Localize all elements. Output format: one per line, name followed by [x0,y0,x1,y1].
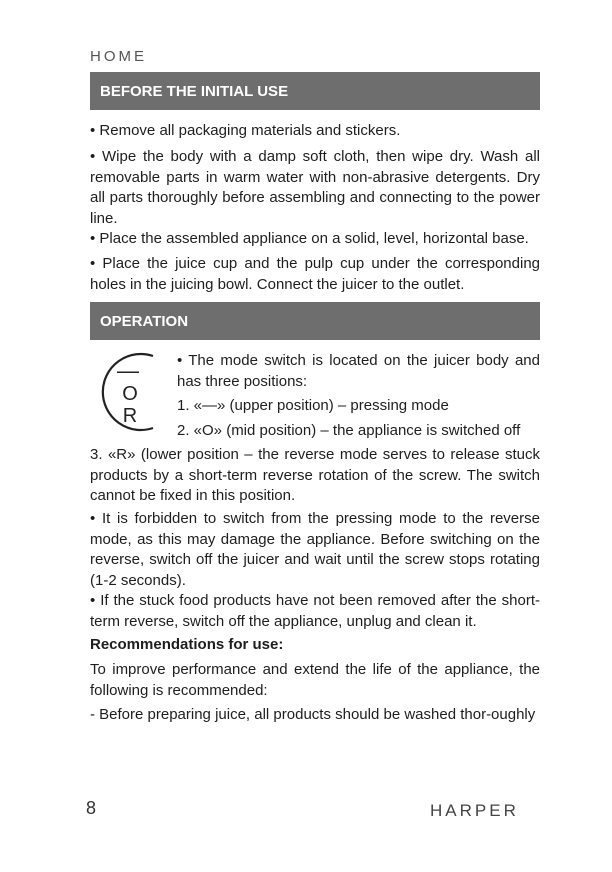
paragraph-mode-intro: • The mode switch is located on the juicer body and has three positions: [177,352,540,390]
home-logo: HOME [90,48,147,65]
paragraph-recommendations-intro: To improve performance and extend the life of the appliance, the following is recommended: [90,661,540,699]
recommendations-heading: Recommendations for use: [90,636,284,653]
paragraph-wipe-body: • Wipe the body with a damp soft cloth, then wipe dry. Wash all removable parts in warm water with non-abrasive detergents. Dry all parts thoroughly before assembling and connecting to the power line. [90,148,540,227]
switch-symbol-upper: — [117,358,139,383]
paragraph-mode-2: 2. «O» (mid position) – the appliance is switched off [177,422,521,439]
paragraph-mode-3: 3. «R» (lower position – the reverse mode serves to release stuck products by a short-term reverse rotation of the screw. The switch cannot be fixed in this position. [90,446,540,504]
paragraph-recommendation-1: - Before preparing juice, all products should be washed thor-oughly [90,706,536,723]
harper-logo: HARPER [430,801,519,820]
switch-symbol-mid: O [122,383,138,405]
paragraph-place-appliance: • Place the assembled appliance on a solid, level, horizontal base. [90,230,529,247]
section-title-before-use: BEFORE THE INITIAL USE [90,72,540,110]
page-number: 8 [86,798,97,818]
mode-switch-icon [90,350,172,434]
paragraph-remove-packaging: • Remove all packaging materials and stickers. [90,122,401,139]
switch-symbol-lower: R [122,405,138,427]
paragraph-forbidden: • It is forbidden to switch from the pressing mode to the reverse mode, as this may damage the appliance. Before switching on the reverse, switch off the juicer and wait until the screw stops rotating (1-2 seconds). [90,510,540,589]
section-title-operation: OPERATION [90,302,540,340]
paragraph-stuck-products: • If the stuck food products have not been removed after the short-term reverse, switch off the appliance, unplug and clean it. [90,592,540,630]
paragraph-place-cups: • Place the juice cup and the pulp cup under the corresponding holes in the juicing bowl. Connect the juicer to the outlet. [90,255,540,293]
paragraph-mode-1: 1. «—» (upper position) – pressing mode [177,397,449,414]
